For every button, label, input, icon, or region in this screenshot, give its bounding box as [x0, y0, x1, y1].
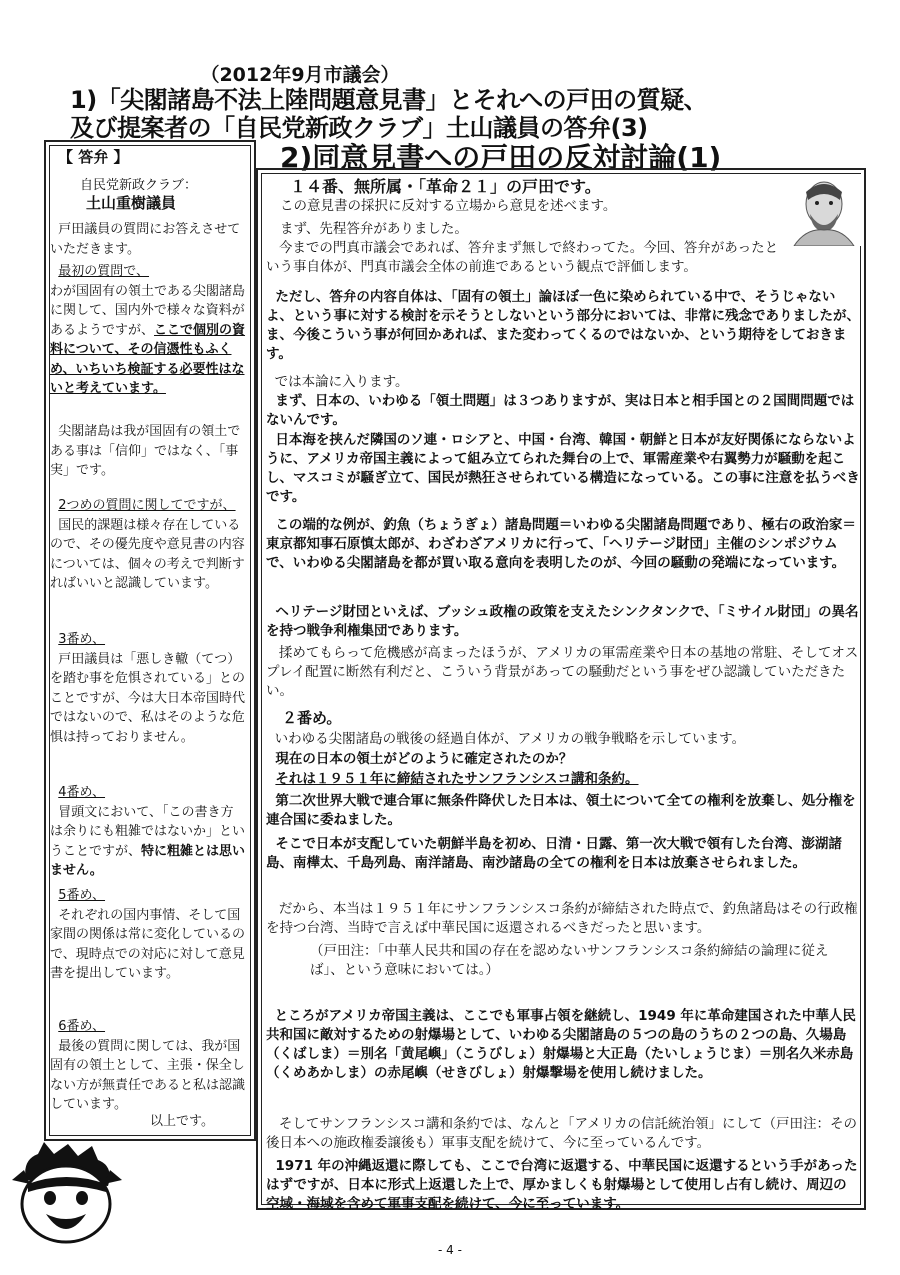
debate-p7-text: 日本海を挟んだ隣国のソ連・ロシアと、中国・台湾、韓国・朝鮮と日本が友好関係にならないように、アメリカ帝国主義によって組み立てられた舞台の上で、軍需産業や右翼勢力が騒動を起こし、マスコミが騒ぎ立て、国民が熱狂させられている構造になっている。この事に注意を払うべきです。: [266, 432, 860, 505]
header-subtitle: （2012年9月市議会）: [200, 64, 400, 86]
debate-p15-text: 第二次世界大戦で連合軍に無条件降伏した日本は、領土について全ての権利を放棄し、処分権を連合国に委ねました。: [266, 793, 856, 828]
debate-p14: [266, 770, 860, 789]
answer-q6: [50, 1017, 246, 1115]
answer-p1-text: 戸田議員の質問にお答えさせていただきます。: [50, 222, 241, 257]
answer-q3: [50, 630, 246, 747]
debate-p11: ２番め。: [282, 709, 342, 727]
debate-p17-text: だから、本当は１９５１年にサンフランシスコ条約が締結された時点で、釣魚諸島はその行政権を持つ台湾、当時で言えば中華民国に返還されるべきだったと思います。: [266, 901, 858, 936]
debate-p9: [266, 603, 860, 641]
q4-label: 4番め、: [58, 785, 106, 800]
debate-p8-text: この端的な例が、釣魚（ちょうぎょ）諸島問題＝いわゆる尖閣諸島問題であり、極右の政治家＝東京都知事石原慎太郎が、わざわざアメリカに行って、「ヘリテージ財団」主催のシンポジウムで、いわゆる尖閣諸島を都が買い取る意向を表明したのが、今回の騒動の発端になっています。: [266, 517, 856, 571]
debate-p17: [266, 900, 860, 938]
page-number: - 4 -: [438, 1243, 462, 1257]
debate-p12: [266, 730, 860, 749]
debate-p13: [266, 750, 860, 769]
q4-bold-text: 特に粗雑とは思いません。: [50, 843, 246, 878]
child-cartoon-icon: [8, 1140, 128, 1250]
answer-speaker-name: 土山重樹議員: [86, 194, 177, 212]
debate-p8: [266, 516, 860, 573]
answer-party: 自民党新政クラブ：: [80, 178, 198, 193]
debate-p19-text: ところがアメリカ帝国主義は、ここでも軍事占領を継続し、1949 年に革命建国された中華人民共和国に敵対するための射爆場として、いわゆる尖閣諸島の５つの島のうちの２つの島、久場島（くばしま）＝別名「黄尾嶼」（こうびしょ）射爆場と大正島（たいしょうじま）＝別名久米赤島（くめあかしま）の赤尾嶼（せきびしょ）射爆撃場を使用し続けました。: [266, 1008, 856, 1081]
debate-p7: [266, 431, 860, 507]
q2-text: 国民的課題は様々存在しているので、その優先度や意見書の内容については、個々の考えで判断すればいいと認識しています。: [50, 517, 245, 591]
q4-text: 冒頭文において、「この書き方は余りにも粗雑ではないか」ということですが、: [50, 804, 246, 859]
q1-label: 最初の質問で、: [58, 264, 150, 279]
header-title-line1: 1)「尖閣諸島不法上陸問題意見書」とそれへの戸田の質疑、: [70, 86, 708, 114]
debate-intro: １４番、無所属・「革命２１」の戸田です。: [290, 177, 601, 196]
q3-text: 戸田議員は「悪しき轍（てつ）を踏む事を危惧されている」とのことですが、今は大日本帝国時代ではないので、私はそのような危惧は持っておりません。: [50, 651, 246, 745]
answer-q4: [50, 783, 246, 881]
q2-label: 2つめの質問に関してですが、: [58, 498, 236, 513]
debate-p21-text: 1971 年の沖縄返還に際しても、ここで台湾に返還する、中華民国に返還するという手があったはずですが、日本に形式上返還した上で、厚かましくも射爆場として使用し占有し続け、周辺の空域・海域を含めて軍事支配を続けて、今に至っています。: [266, 1158, 858, 1212]
answer-closing: 以上です。: [150, 1114, 214, 1129]
debate-p18: （戸田注：「中華人民共和国の存在を認めないサンフランシスコ条約締結の論理に従えば」、という意味においては。）: [310, 943, 829, 978]
q6-label: 6番め、: [58, 1019, 106, 1034]
debate-p16: [266, 835, 860, 873]
debate-p5: [266, 373, 860, 392]
q5-text: それぞれの国内事情、そして国家間の関係は常に変化しているので、現時点での対応に対して意見書を提出しています。: [50, 907, 246, 981]
debate-p13-text: 現在の日本の領土がどのように確定されたのか？: [275, 751, 573, 767]
q5-label: 5番め、: [58, 888, 106, 903]
answer-heading: 【 答弁 】: [58, 148, 129, 166]
debate-p20: [266, 1115, 860, 1153]
debate-p19: [266, 1007, 860, 1083]
q1-text: わが国固有の領土である尖閣諸島に関して、国内外で様々な資料があるようですが、: [50, 283, 246, 338]
debate-p1: この意見書の採択に反対する立場から意見を述べます。: [280, 198, 617, 214]
debate-p20-text: そしてサンフランシスコ講和条約では、なんと「アメリカの信託統治領」にして（戸田注：その後日本への施政権委譲後も）軍事支配を続けて、今に至っているんです。: [266, 1116, 858, 1151]
debate-p2: まず、先程答弁がありました。: [280, 221, 468, 237]
debate-p6-text: まず、日本の、いわゆる「領土問題」は３つありますが、実は日本と相手国との２国間問題ではないんです。: [266, 393, 855, 428]
q1-bold-text: ここで個別の資料について、その信憑性もふくめ、いちいち検証する必要性はないと考えています。: [50, 322, 246, 396]
answer-q1: [50, 262, 246, 399]
debate-p4: [266, 288, 860, 364]
header-title-line2: 及び提案者の「自民党新政クラブ」土山議員の答弁(3): [70, 114, 648, 142]
answer-q2: [50, 496, 246, 594]
debate-p10: [266, 644, 860, 701]
debate-p5-text: では本論に入ります。: [274, 374, 409, 390]
debate-p4-text: ただし、答弁の内容自体は、「固有の領土」論ほぼ一色に染められている中で、そうじゃないよ、という事に対する検討を示そうとしないという部分においては、非常に残念でありましたが、ま、今後こういう事が何回かあれば、また変わってくるのではないか、という期待をしておきます。: [266, 289, 860, 362]
debate-p3: [266, 239, 786, 277]
debate-p9-text: ヘリテージ財団といえば、ブッシュ政権の政策を支えたシンクタンクで、「ミサイル財団」の異名を持つ戦争利権集団であります。: [266, 604, 859, 639]
answer-q5: [50, 886, 246, 984]
debate-p21: [266, 1157, 860, 1214]
header-title-line3: 2)同意見書への戸田の反対討論(1): [280, 141, 722, 174]
debate-p6: [266, 392, 860, 430]
senkaku-text: 尖閣諸島は我が国固有の領土である事は「信仰」ではなく、「事実」です。: [50, 424, 241, 478]
debate-p10-text: 揉めてもらって危機感が高まったほうが、アメリカの軍需産業や日本の基地の常駐、そしてオスプレイ配置に断然有利だと、こういう背景があっての騒動だという事をぜひ認識していただきたい。: [266, 645, 859, 699]
q3-label: 3番め、: [58, 632, 106, 647]
debate-p12-text: いわゆる尖閣諸島の戦後の経過自体が、アメリカの戦争戦略を示しています。: [274, 731, 746, 747]
answer-senkaku: [50, 422, 246, 481]
q6-text: 最後の質問に関しては、我が国固有の領土として、主張・保全しない方が無責任であると私は認識しています。: [50, 1038, 246, 1112]
answer-p1: [50, 220, 246, 259]
debate-p16-text: そこで日本が支配していた朝鮮半島を初め、日清・日露、第一次大戦で領有した台湾、澎湖諸島、南樺太、千島列島、南洋諸島、南沙諸島の全ての権利を日本は放棄させられました。: [266, 836, 842, 871]
debate-p14-text: それは１９５１年に締結されたサンフランシスコ講和条約。: [275, 771, 639, 787]
debate-p15: [266, 792, 860, 830]
debate-p3-text: 今までの門真市議会であれば、答弁まず無しで終わってた。今回、答弁があったという事自体が、門真市議会全体の前進であるという観点で評価します。: [266, 240, 779, 275]
